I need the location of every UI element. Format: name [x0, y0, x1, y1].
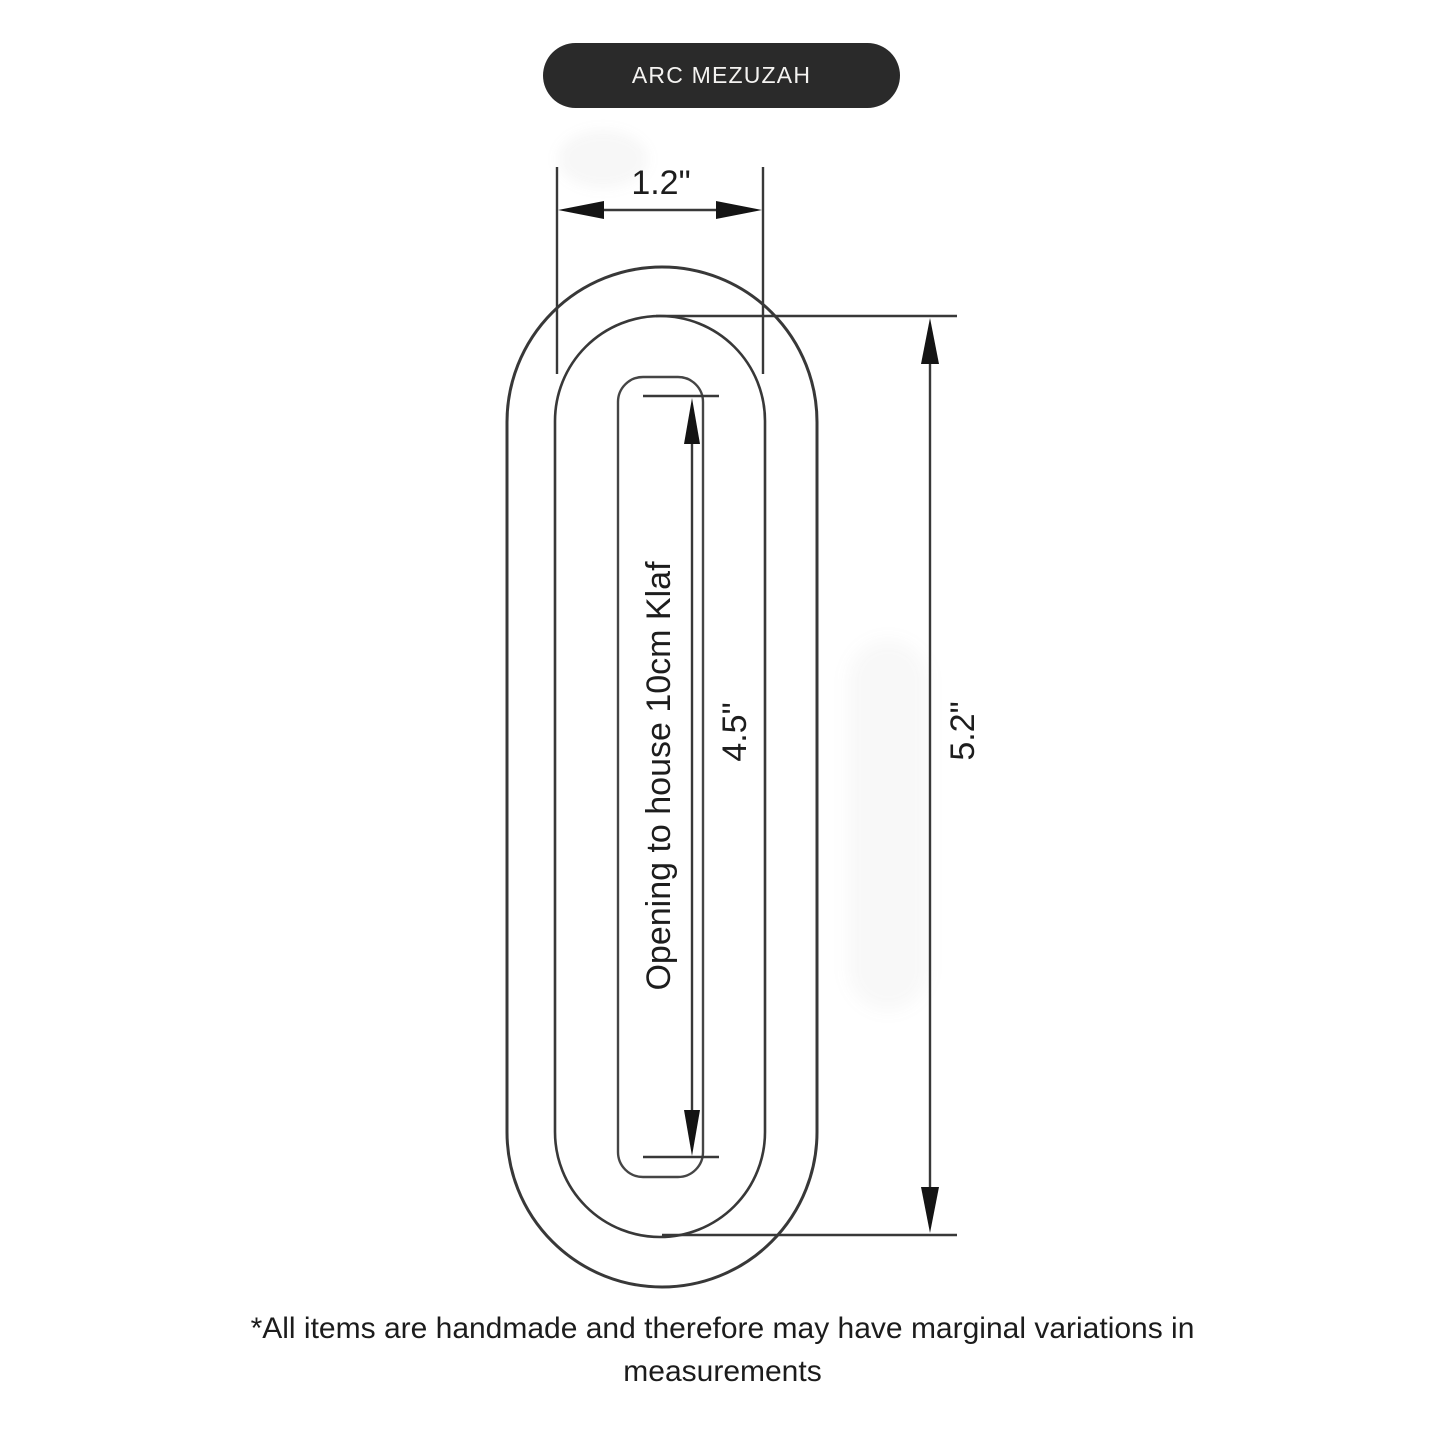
height-dimension — [656, 316, 957, 1235]
height-arrowhead-bottom — [921, 1187, 939, 1233]
handmade-disclaimer — [0, 1307, 1445, 1393]
disclaimer-line-2: measurements — [623, 1355, 822, 1388]
height-arrowhead-top — [921, 318, 939, 364]
disclaimer-line-1: *All items are handmade and therefore may have marginal variations in — [250, 1312, 1195, 1345]
opening-dimension-label: 4.5" — [716, 702, 754, 762]
product-title: ARC MEZUZAH — [631, 62, 812, 88]
opening-note-label: Opening to house 10cm Klaf — [640, 561, 678, 991]
opening-arrowhead-bottom — [684, 1110, 700, 1156]
width-arrowhead-right — [716, 201, 762, 219]
width-dimension-label: 1.2" — [631, 164, 691, 202]
width-arrowhead-left — [558, 201, 604, 219]
height-dimension-label: 5.2" — [944, 701, 982, 761]
opening-arrowhead-top — [684, 398, 700, 444]
